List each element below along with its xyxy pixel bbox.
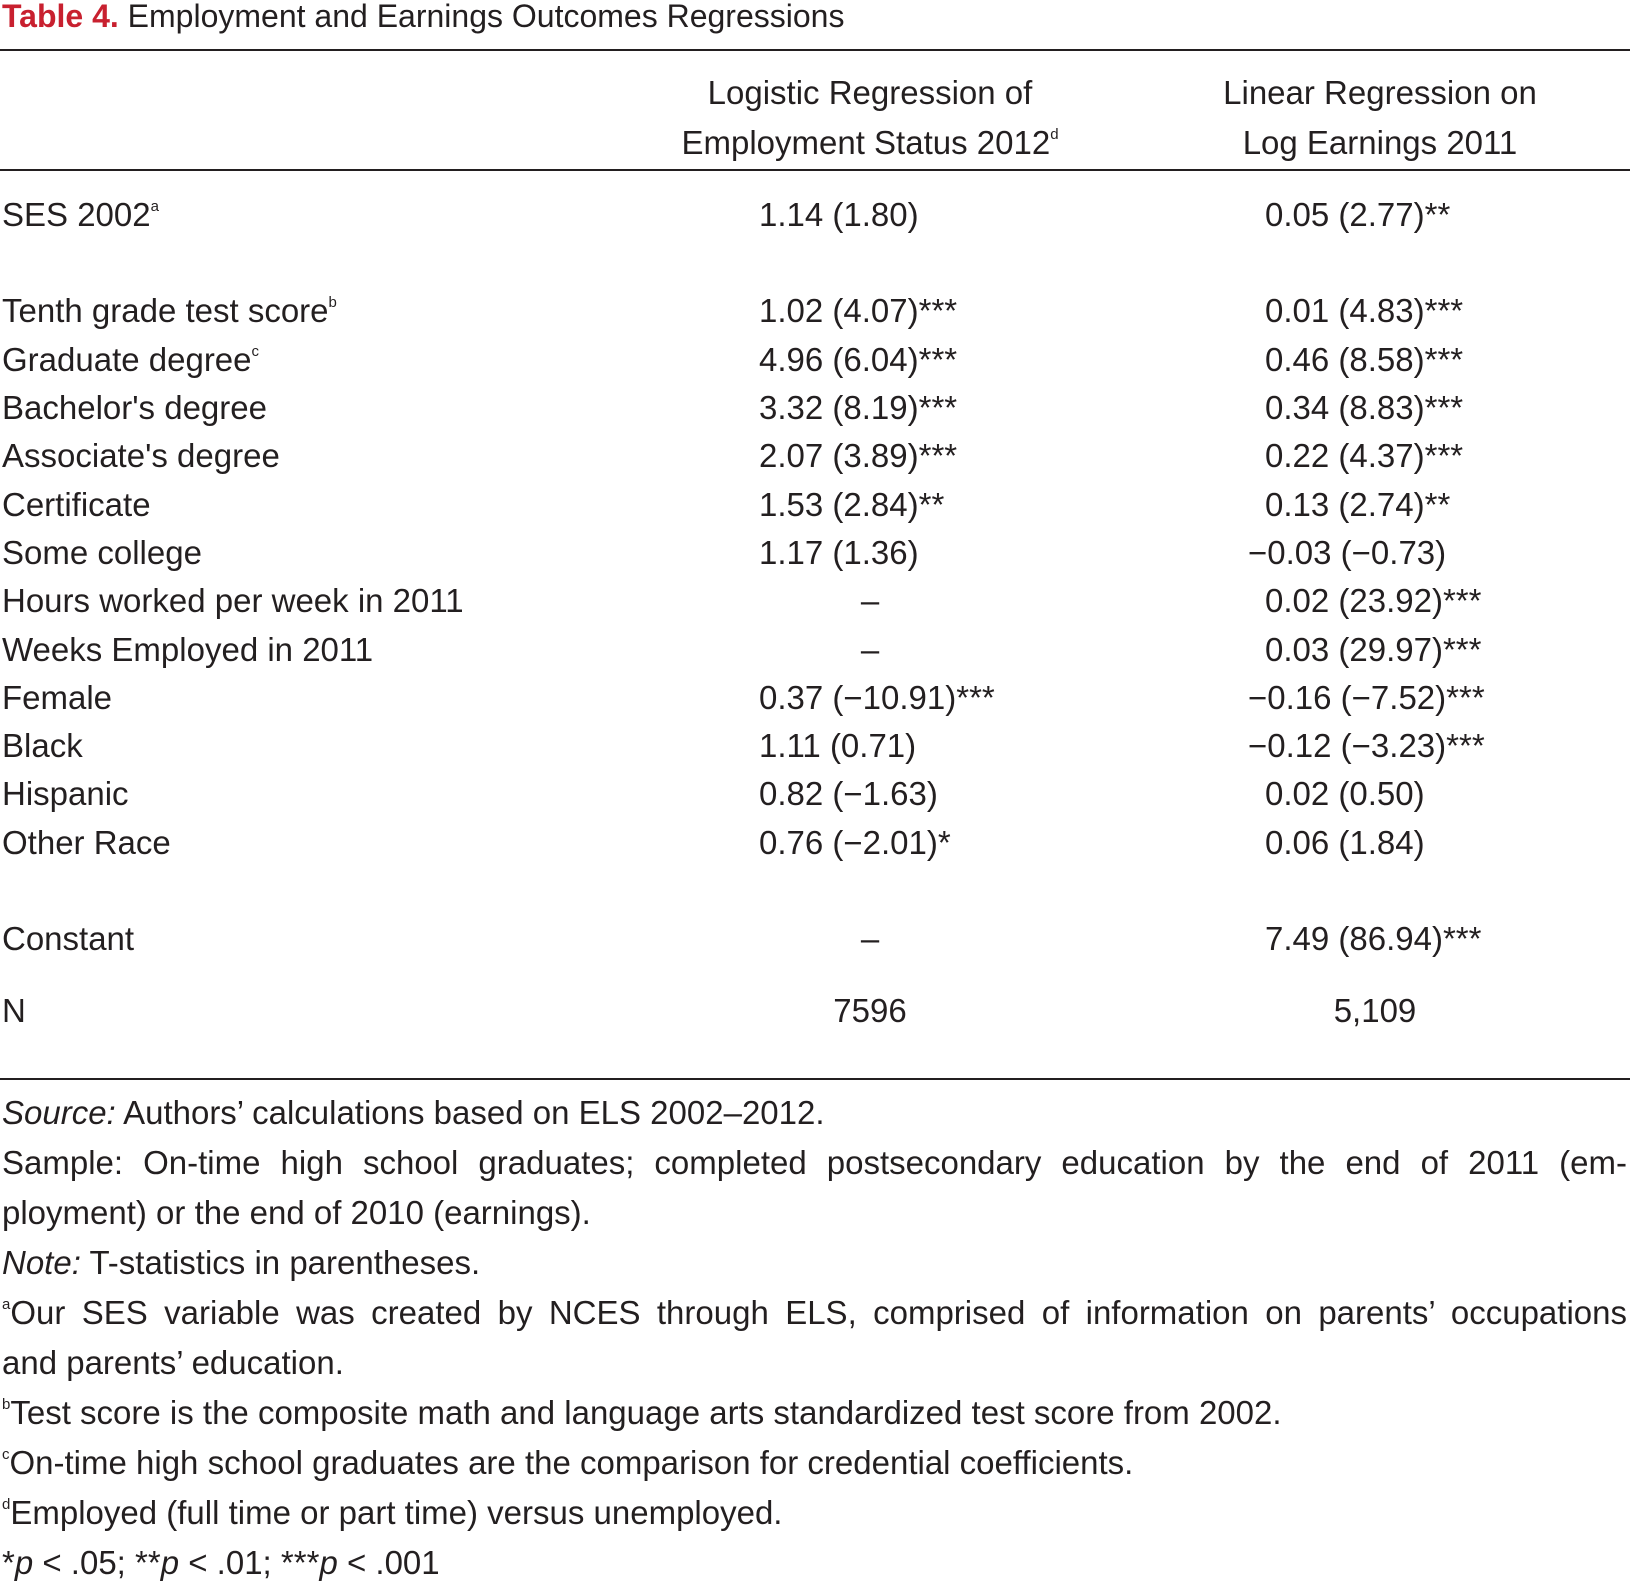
source-label: Source: (2, 1094, 116, 1131)
table-number: Table 4. (2, 0, 119, 34)
footnote-b-marker: b (328, 294, 337, 311)
footnote-a-marker: a (150, 198, 159, 215)
logistic-value: 1.14 (1.80) (759, 196, 919, 233)
footnote-d (2, 1488, 1627, 1538)
sig-stars-1: * (2, 1544, 15, 1581)
footnote-c-sup: c (2, 1446, 10, 1463)
bottom-rule (0, 1078, 1630, 1080)
sample-note-line2: ployment) or the end of 2010 (earnings). (2, 1194, 591, 1231)
column-header-logistic-line1: Logistic Regression of (707, 74, 1033, 111)
sig-stars-2: ** (135, 1544, 161, 1581)
table-row-weeks-employed (0, 625, 1630, 675)
footnote-b (2, 1388, 1627, 1438)
linear-value: −0.16 (−7.52)*** (1248, 679, 1485, 716)
logistic-value: 2.07 (3.89)*** (759, 437, 958, 474)
logistic-value: – (860, 631, 880, 668)
table-row-female (0, 673, 1630, 723)
row-label-text: Tenth grade test score (2, 292, 329, 329)
row-label (2, 286, 337, 336)
logistic-value: 1.02 (4.07)*** (759, 292, 958, 329)
row-label-text: Graduate degree (2, 341, 252, 378)
footnote-d-sup: d (2, 1496, 11, 1513)
row-label: Constant (2, 920, 135, 957)
linear-value: 0.34 (8.83)*** (1265, 389, 1464, 426)
table-row-certificate (0, 480, 1630, 530)
note-label: Note: (2, 1244, 81, 1281)
row-label (2, 190, 159, 240)
footnote-c-marker: c (251, 343, 260, 360)
row-label: Associate's degree (2, 437, 280, 474)
linear-value: 7.49 (86.94)*** (1265, 920, 1482, 957)
row-label: Hours worked per week in 2011 (2, 582, 464, 619)
row-label: Certificate (2, 486, 151, 523)
footnote-a-sup: a (2, 1296, 11, 1313)
linear-value: 0.02 (23.92)*** (1265, 582, 1482, 619)
linear-value: −0.03 (−0.73) (1248, 534, 1447, 571)
table-row-some-college (0, 528, 1630, 578)
row-label: Other Race (2, 824, 171, 861)
footnote-d-text: Employed (full time or part time) versus unemployed. (10, 1494, 783, 1531)
table-row-other-race (0, 818, 1630, 868)
logistic-value: 1.53 (2.84)** (759, 486, 945, 523)
sig-p-2: p (160, 1544, 180, 1581)
linear-value: 0.22 (4.37)*** (1265, 437, 1464, 474)
table-row-graduate-degree (0, 335, 1630, 385)
logistic-value: 0.76 (−2.01)* (759, 824, 951, 861)
table-row-associates (0, 431, 1630, 481)
column-header-linear-line1: Linear Regression on (1223, 74, 1537, 111)
row-label-text: SES 2002 (2, 196, 151, 233)
footnote-a-cont: and parents’ education. (2, 1344, 344, 1381)
linear-value: 0.06 (1.84) (1265, 824, 1425, 861)
row-label: N (2, 992, 26, 1029)
logistic-value: 4.96 (6.04)*** (759, 341, 958, 378)
logistic-value: 3.32 (8.19)*** (759, 389, 958, 426)
table-row-test-score (0, 286, 1630, 336)
row-label: Hispanic (2, 775, 129, 812)
footnote-b-text: Test score is the composite math and language arts standardized test score from 2002. (10, 1394, 1282, 1431)
linear-value: 0.05 (2.77)** (1265, 196, 1451, 233)
source-note (2, 1088, 1627, 1138)
table-row-black (0, 721, 1630, 771)
footnote-c (2, 1438, 1627, 1488)
footnote-c-text: On-time high school graduates are the comparison for credential coefficients. (9, 1444, 1134, 1481)
sig-threshold-2: < .01; (179, 1544, 281, 1581)
column-header-logistic (580, 68, 1160, 168)
footnote-a-text: Our SES variable was created by NCES through ELS, comprised of information on parents’ occupations (10, 1294, 1627, 1331)
column-header-linear-line2: Log Earnings 2011 (1242, 124, 1518, 161)
sig-threshold-1: < .05; (33, 1544, 136, 1581)
linear-value: 0.13 (2.74)** (1265, 486, 1451, 523)
table-row-ses (0, 190, 1630, 240)
linear-value: 0.01 (4.83)*** (1265, 292, 1464, 329)
table-row-hispanic (0, 769, 1630, 819)
table-row-constant (0, 914, 1630, 964)
footnote-b-sup: b (2, 1396, 11, 1413)
column-header-logistic-line2 (580, 118, 1160, 168)
row-label (2, 335, 259, 385)
linear-value: 0.03 (29.97)*** (1265, 631, 1482, 668)
table-notes (2, 1088, 1627, 1588)
row-label: Bachelor's degree (2, 389, 267, 426)
logistic-value: 1.11 (0.71) (759, 727, 917, 764)
column-header-logistic-text: Employment Status 2012 (681, 124, 1051, 161)
linear-value: 0.46 (8.58)*** (1265, 341, 1464, 378)
significance-note (2, 1538, 1627, 1588)
logistic-value: – (860, 582, 880, 619)
tstat-note (2, 1238, 1627, 1288)
linear-value: 0.02 (0.50) (1265, 775, 1425, 812)
table-caption: Employment and Earnings Outcomes Regressions (127, 0, 845, 34)
source-text: Authors’ calculations based on ELS 2002–2012. (115, 1094, 825, 1131)
row-label: Female (2, 679, 113, 716)
sig-threshold-3: < .001 (337, 1544, 440, 1581)
table-title (2, 0, 844, 35)
sample-note-line1: Sample: On-time high school graduates; completed postsecondary education by the end of 2011 (em- (2, 1144, 1627, 1181)
logistic-value: – (860, 920, 880, 957)
row-label: Some college (2, 534, 202, 571)
table-row-hours-worked (0, 576, 1630, 626)
row-label: Black (2, 727, 83, 764)
footnote-a (2, 1288, 1627, 1338)
sig-p-1: p (14, 1544, 34, 1581)
sig-p-3: p (319, 1544, 338, 1581)
footnote-d-marker: d (1050, 126, 1059, 143)
column-header-linear (1160, 68, 1600, 168)
row-label: Weeks Employed in 2011 (2, 631, 374, 668)
logistic-value: 0.37 (−10.91)*** (759, 679, 995, 716)
header-rule (0, 169, 1630, 171)
logistic-value: 7596 (833, 992, 907, 1029)
linear-value: 5,109 (1333, 992, 1417, 1029)
table-row-n (0, 986, 1630, 1036)
linear-value: −0.12 (−3.23)*** (1248, 727, 1485, 764)
logistic-value: 1.17 (1.36) (759, 534, 919, 571)
sig-stars-3: *** (280, 1544, 320, 1581)
logistic-value: 0.82 (−1.63) (759, 775, 938, 812)
table-row-bachelors (0, 383, 1630, 433)
top-rule (0, 49, 1630, 51)
note-text: T-statistics in parentheses. (80, 1244, 481, 1281)
